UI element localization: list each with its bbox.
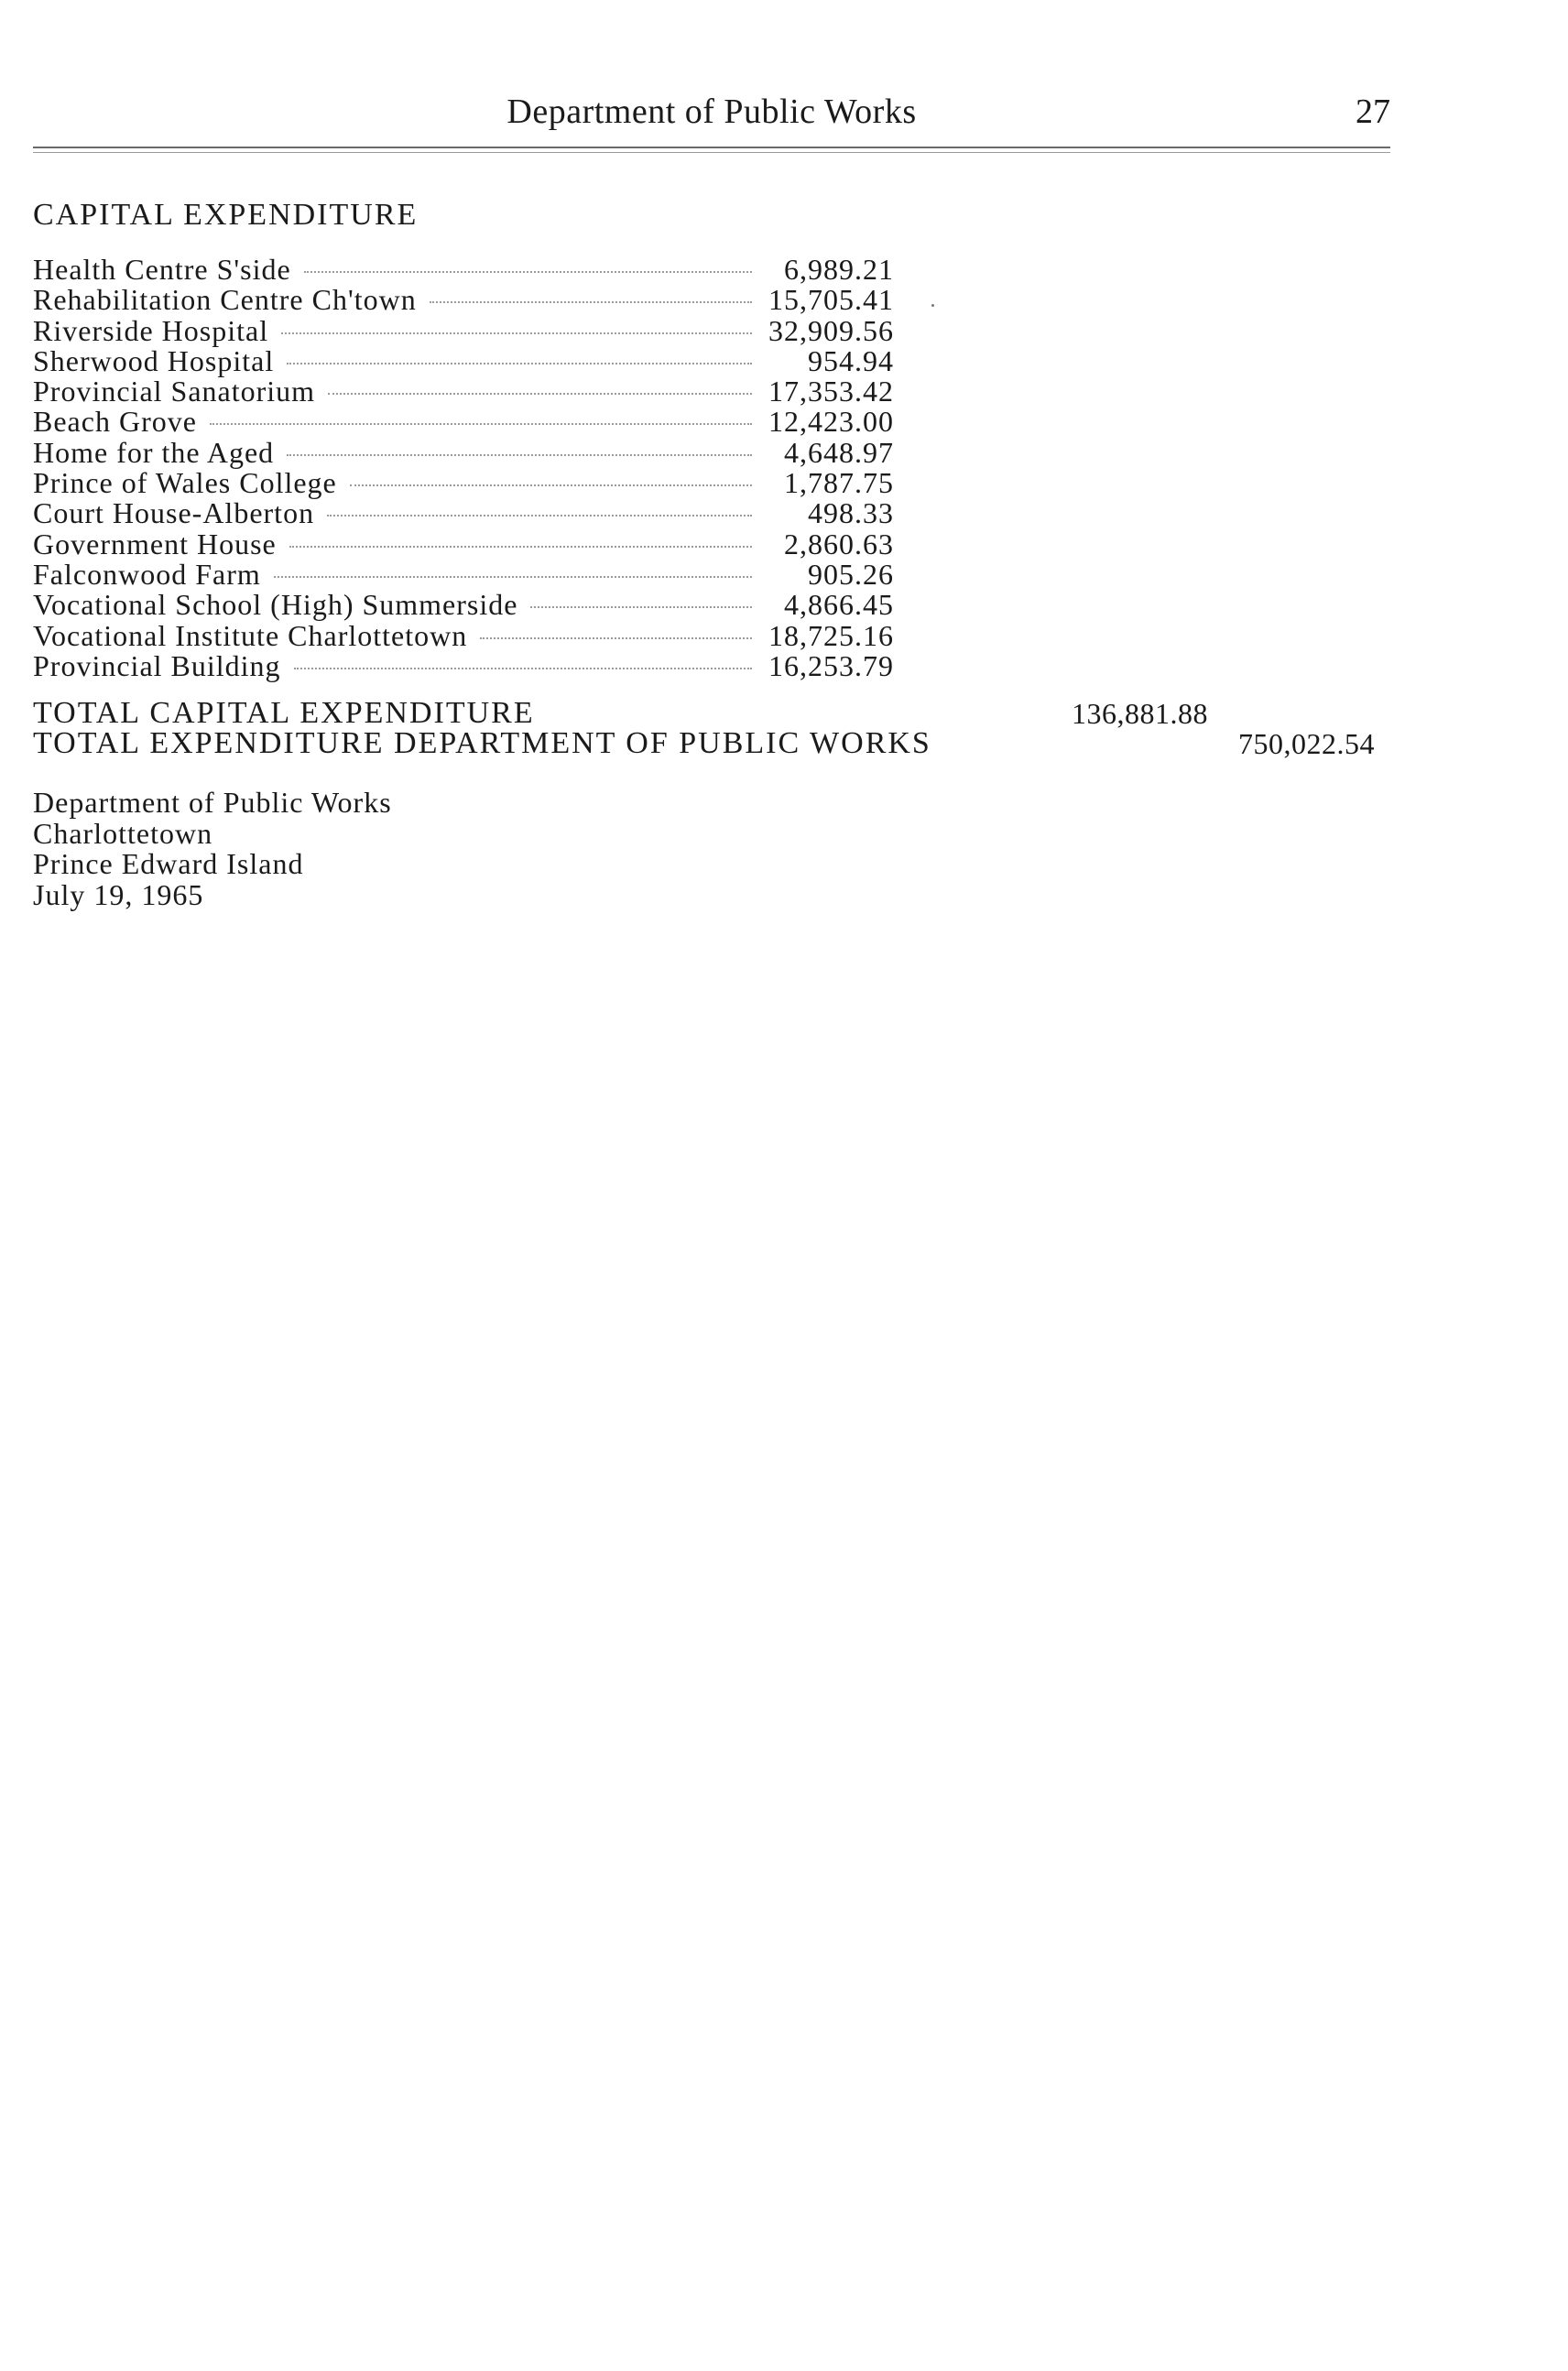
header-rule	[33, 147, 1390, 153]
expenditure-row	[33, 285, 894, 315]
signoff-date: July 19, 1965	[33, 877, 204, 911]
expenditure-row	[33, 343, 894, 377]
expenditure-row	[33, 648, 894, 682]
expenditure-amount: 6,989.21	[784, 253, 894, 286]
expenditure-amount: 32,909.56	[768, 313, 894, 347]
expenditure-amount: 954.94	[808, 343, 894, 377]
expenditure-label: Beach Grove	[33, 405, 197, 439]
expenditure-label: Court House-Alberton	[33, 496, 315, 530]
expenditure-amount: 15,705.41	[768, 283, 894, 317]
expenditure-label: Sherwood Hospital	[33, 343, 275, 377]
total-capital-label: TOTAL CAPITAL EXPENDITURE	[33, 696, 535, 730]
dot-leader	[287, 454, 752, 456]
signoff-province: Prince Edward Island	[33, 847, 304, 880]
expenditure-amount: 905.26	[808, 557, 894, 591]
expenditure-row	[33, 435, 894, 469]
running-header	[33, 92, 1390, 147]
expenditure-label: Health Centre S'side	[33, 253, 291, 286]
expenditure-label: Government House	[33, 527, 277, 560]
expenditure-row	[33, 529, 894, 560]
expenditure-label: Rehabilitation Centre Ch'town	[33, 283, 417, 317]
expenditure-label: Provincial Building	[33, 648, 281, 682]
section-title: CAPITAL EXPENDITURE	[33, 198, 419, 232]
expenditure-amount: 2,860.63	[784, 527, 894, 560]
expenditure-label: Falconwood Farm	[33, 557, 261, 591]
expenditure-amount: 4,648.97	[784, 435, 894, 469]
expenditure-row	[33, 557, 894, 591]
expenditure-label: Prince of Wales College	[33, 466, 337, 500]
total-capital-amount: 136,881.88	[1072, 697, 1208, 730]
page-number: 27	[1356, 92, 1390, 131]
dot-leader	[287, 363, 752, 364]
expenditure-amount: 16,253.79	[768, 648, 894, 682]
total-department-label: TOTAL EXPENDITURE DEPARTMENT OF PUBLIC WORKS	[33, 726, 931, 760]
dot-leader	[328, 393, 752, 395]
expenditure-row	[33, 313, 894, 347]
total-department-amount: 750,022.54	[1238, 727, 1375, 760]
dot-leader	[210, 423, 752, 425]
expenditure-row	[33, 407, 894, 437]
expenditure-amount: 17,353.42	[768, 375, 894, 408]
running-title: Department of Public Works	[506, 92, 917, 131]
signoff-city: Charlottetown	[33, 816, 213, 850]
dot-leader	[289, 546, 752, 548]
expenditure-row	[33, 590, 894, 620]
expenditure-label: Riverside Hospital	[33, 313, 269, 347]
dot-leader	[327, 515, 752, 517]
dot-leader	[480, 637, 752, 639]
signoff-department: Department of Public Works	[33, 786, 392, 819]
expenditure-label: Home for the Aged	[33, 435, 275, 469]
expenditure-label: Vocational School (High) Summerside	[33, 588, 518, 622]
dot-leader	[281, 332, 752, 334]
dot-leader	[294, 668, 752, 669]
expenditure-amount: 498.33	[808, 496, 894, 530]
expenditure-row	[33, 618, 894, 652]
expenditure-label: Vocational Institute Charlottetown	[33, 618, 468, 652]
expenditure-row	[33, 255, 894, 285]
expenditure-row	[33, 498, 894, 528]
expenditure-amount: 18,725.16	[768, 618, 894, 652]
expenditure-amount: 1,787.75	[784, 466, 894, 500]
expenditure-label: Provincial Sanatorium	[33, 375, 316, 408]
expenditure-amount: 4,866.45	[784, 588, 894, 622]
signoff-block	[33, 788, 392, 910]
dot-leader	[350, 484, 752, 486]
dot-leader	[304, 271, 752, 273]
dot-leader	[274, 576, 752, 578]
expenditure-row	[33, 468, 894, 498]
dot-leader	[430, 301, 752, 303]
expenditure-amount: 12,423.00	[768, 405, 894, 439]
expenditure-list	[33, 255, 894, 681]
dot-leader	[530, 606, 752, 608]
print-speck	[931, 304, 934, 307]
expenditure-row	[33, 376, 894, 407]
